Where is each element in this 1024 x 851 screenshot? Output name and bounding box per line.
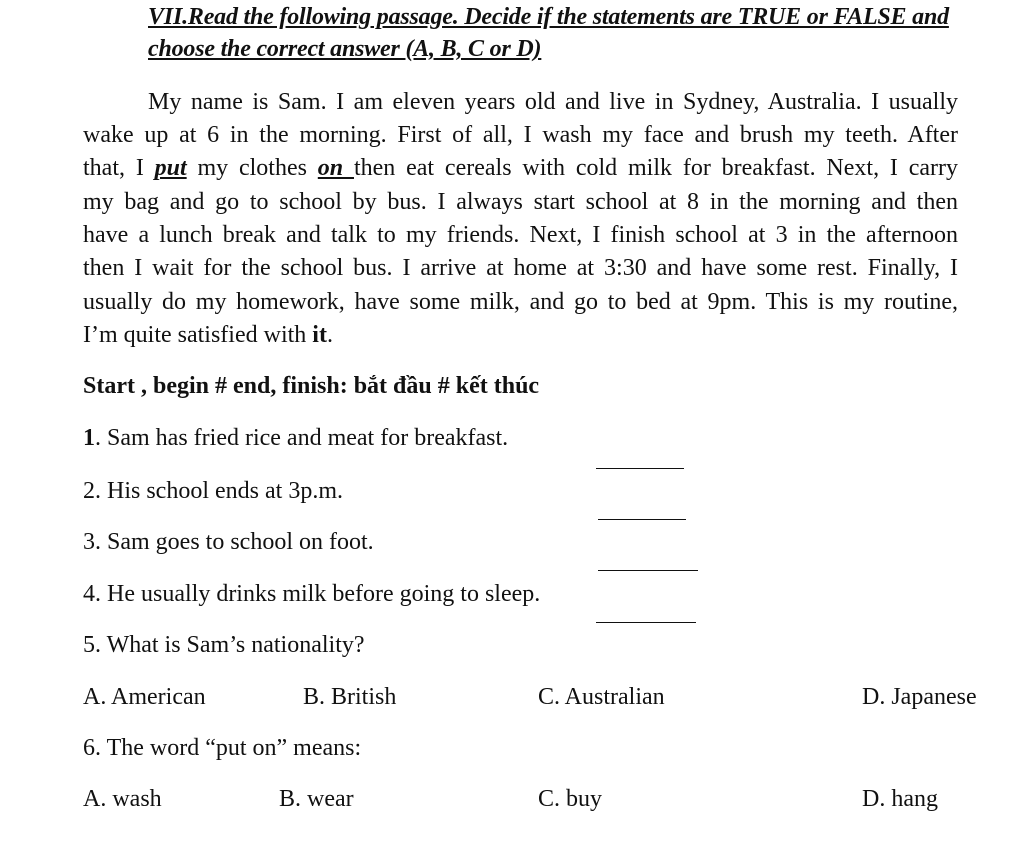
passage-line-8	[83, 321, 333, 355]
passage-text: I’m quite satisfied with	[83, 322, 313, 348]
q5-option-d[interactable]: D. Japanese	[862, 684, 977, 710]
passage-line-1: My name is Sam. I am eleven years old and live in Sydney, Australia. I usually	[148, 89, 958, 115]
passage-line-5: have a lunch break and talk to my friends. Next, I finish school at 3 in the afternoon	[83, 222, 958, 248]
question-6: 6. The word “put on” means:	[83, 735, 362, 761]
blank-line[interactable]	[596, 621, 696, 623]
question-5: 5. What is Sam’s nationality?	[83, 632, 365, 658]
q6-option-b[interactable]: B. wear	[279, 786, 354, 812]
highlighted-word-put: put	[154, 155, 187, 181]
answer-blank-4[interactable]	[596, 602, 696, 631]
question-1	[83, 424, 508, 453]
passage-text: that, I	[83, 155, 155, 181]
q5-option-b[interactable]: B. British	[303, 684, 397, 710]
q6-option-c[interactable]: C. buy	[538, 786, 603, 812]
q5-option-a[interactable]: A. American	[83, 684, 206, 710]
question-4: 4. He usually drinks milk before going to sleep.	[83, 581, 541, 607]
passage-line-7: usually do my homework, have some milk, and go to bed at 9pm. This is my routine,	[83, 289, 958, 315]
answer-blank-2[interactable]	[598, 499, 686, 528]
blank-line[interactable]	[598, 569, 698, 571]
exercise-heading-line-2: choose the correct answer (A, B, C or D)	[148, 36, 542, 62]
answer-blank-3[interactable]	[598, 550, 698, 579]
answer-blank-1[interactable]	[596, 448, 684, 477]
q6-option-d[interactable]: D. hang	[862, 786, 938, 812]
passage-line-3	[83, 154, 958, 188]
question-3: 3. Sam goes to school on foot.	[83, 529, 374, 555]
highlighted-word-it: it	[312, 322, 327, 348]
passage-line-6: then I wait for the school bus. I arrive at home at 3:30 and have some rest. Finally, I	[83, 255, 958, 281]
passage-line-4: my bag and go to school by bus. I always start school at 8 in the morning and then	[83, 189, 958, 215]
question-2: 2. His school ends at 3p.m.	[83, 478, 343, 504]
question-number: 1	[83, 425, 95, 451]
q5-option-c[interactable]: C. Australian	[538, 684, 665, 710]
passage-text: .	[326, 322, 333, 348]
passage-text: my clothes	[186, 155, 318, 181]
blank-line[interactable]	[598, 518, 686, 520]
highlighted-word-on: on	[317, 155, 354, 181]
q6-option-a[interactable]: A. wash	[83, 786, 162, 812]
blank-line[interactable]	[596, 467, 684, 469]
question-text: . Sam has fried rice and meat for breakfast.	[95, 425, 509, 451]
vocabulary-note: Start , begin # end, finish: bắt đầu # kết thúc	[83, 373, 540, 399]
passage-text: then eat cereals with cold milk for breakfast. Next, I carry	[353, 155, 959, 181]
exercise-heading-line-1: VII.Read the following passage. Decide if the statements are TRUE or FALSE and	[148, 4, 949, 30]
passage-line-2: wake up at 6 in the morning. First of all, I wash my face and brush my teeth. After	[83, 122, 958, 148]
